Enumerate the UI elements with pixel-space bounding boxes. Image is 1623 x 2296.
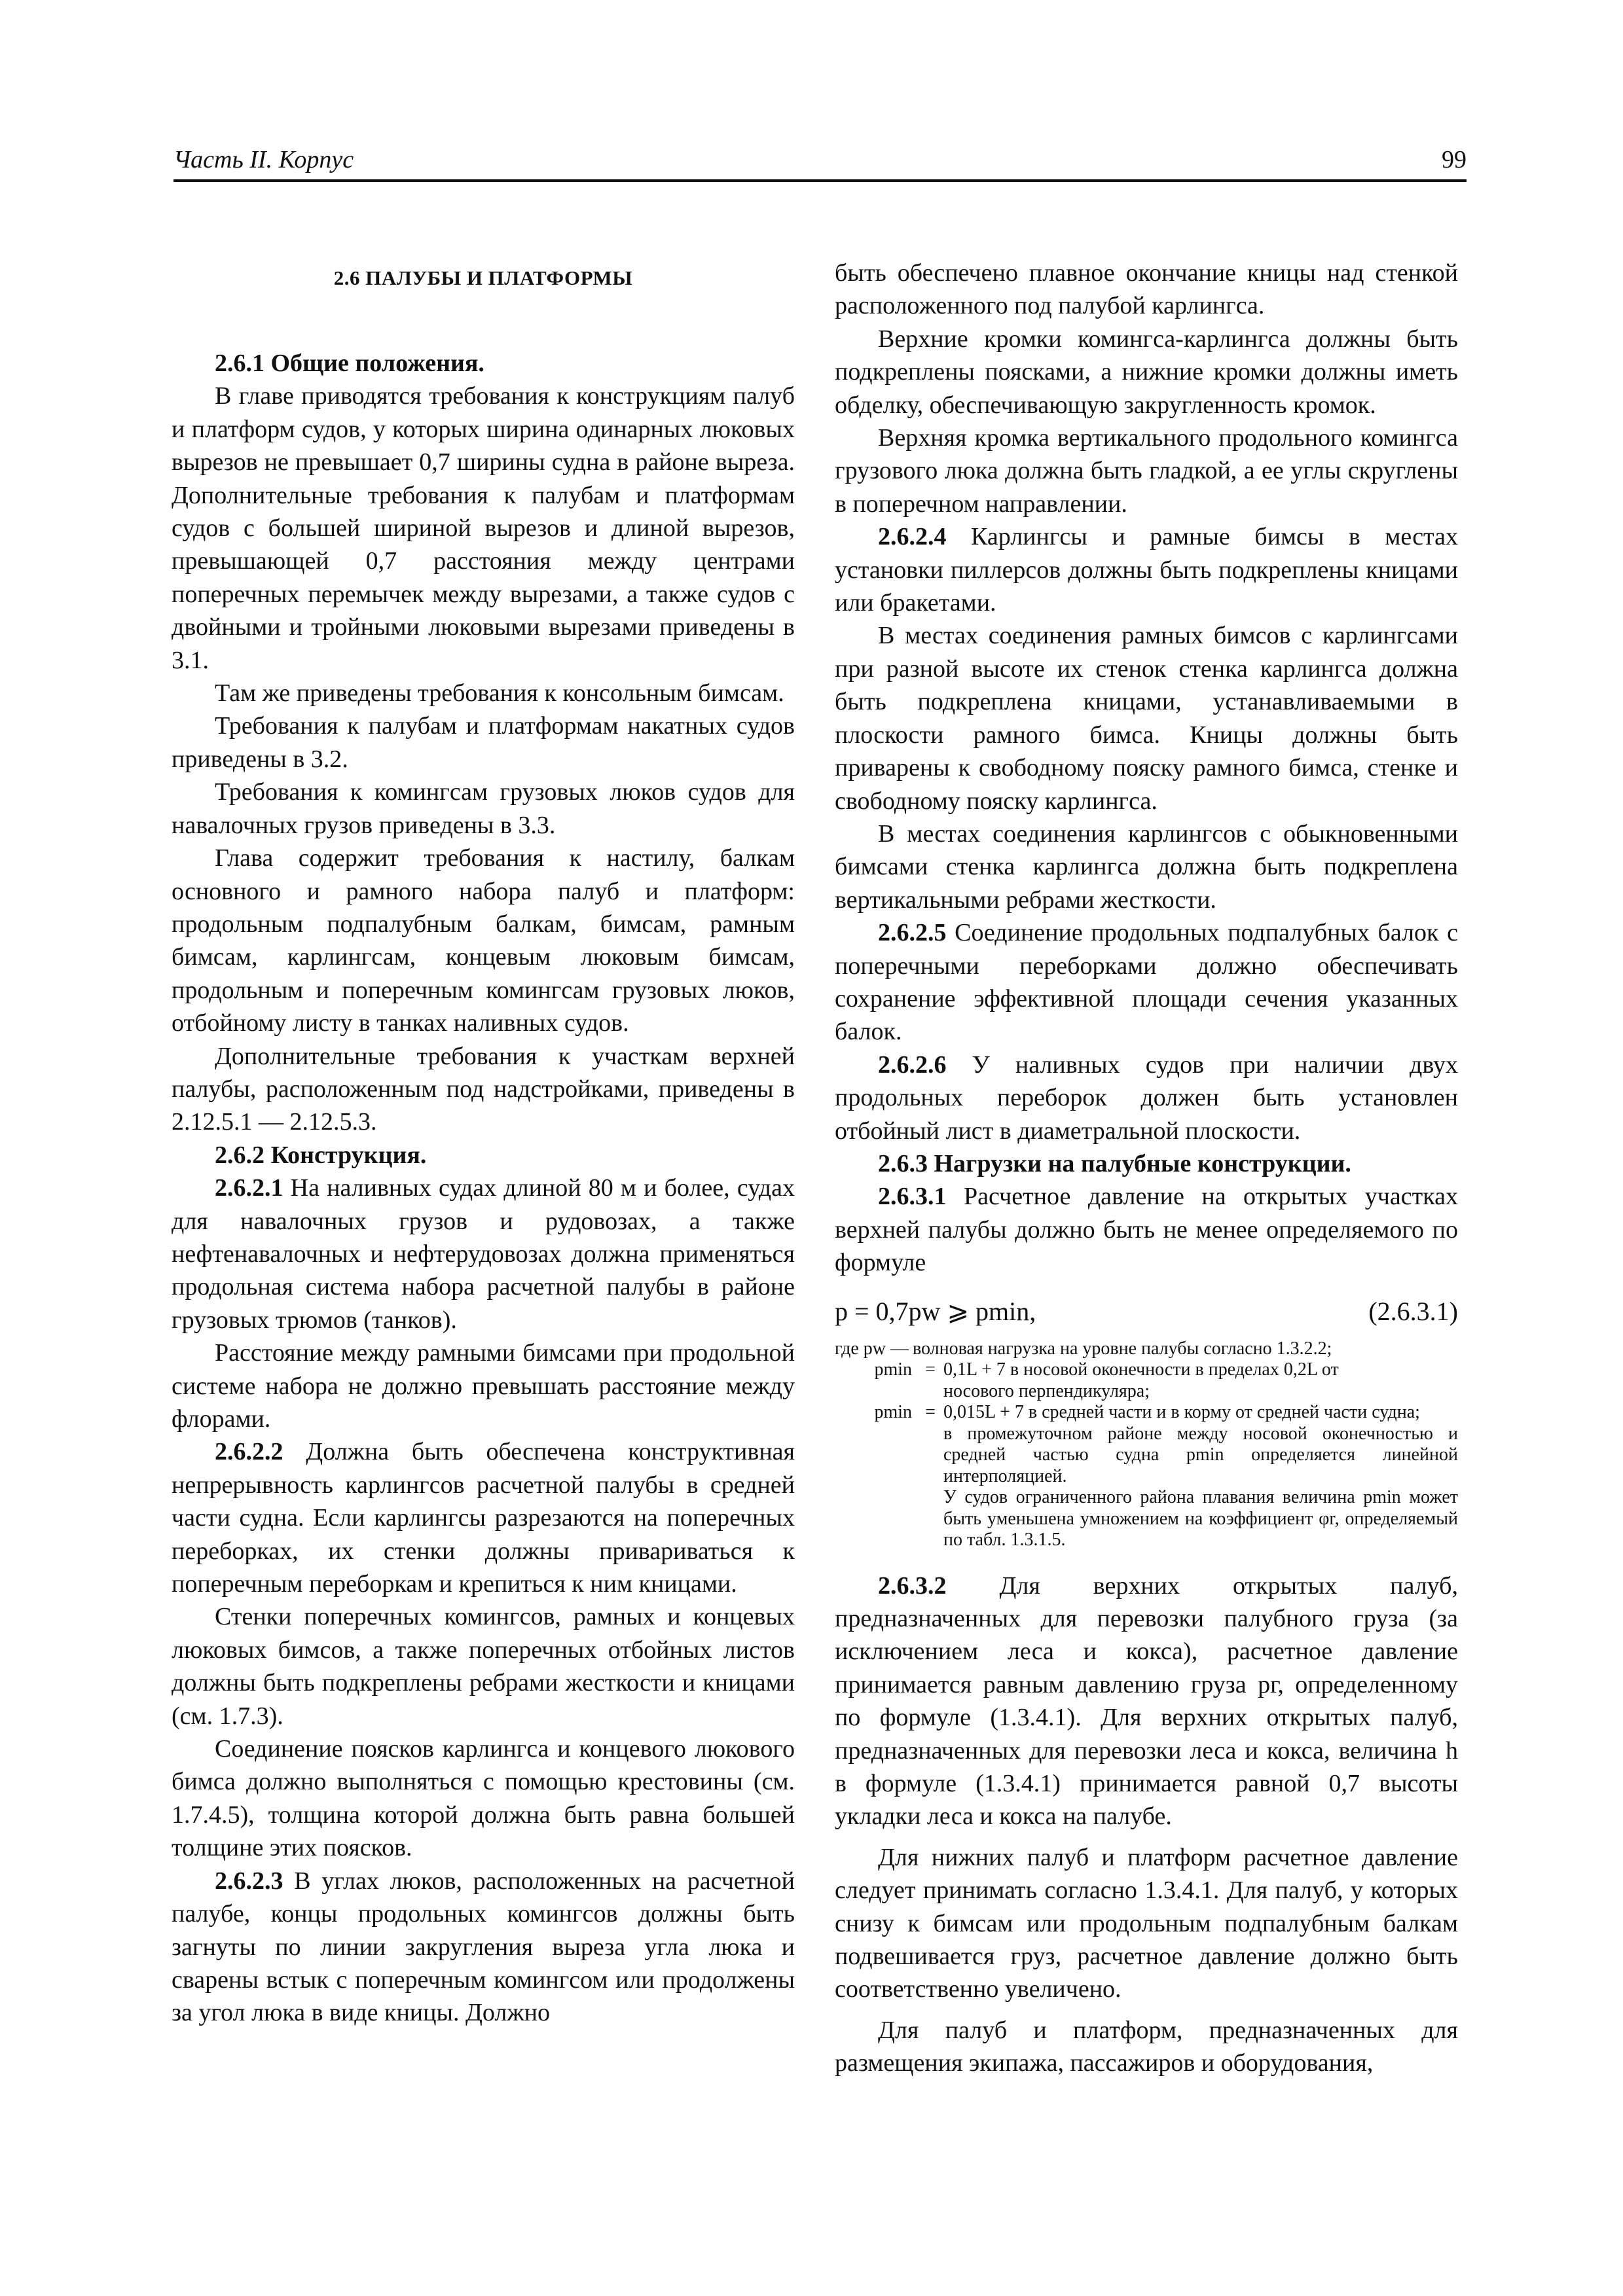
- paragraph: В главе приводятся требования к конструкциям палуб и платформ судов, у которых ширина одинарных люковых вырезов не превышает 0,7 ширины судна в районе выреза. Дополнительные требования к палубам и платформам судов с большей шириной вырезов и длиной вырезов, превышающей 0,7 расстояния между центрами поперечных перемычек между вырезами, а также судов с двойными и тройными люковыми вырезами приведены в 3.1.: [172, 382, 795, 674]
- paragraph-2-6-3-2: [835, 1570, 1458, 1833]
- clause-number: 2.6.2.5: [878, 919, 947, 947]
- spacer: [835, 1833, 1458, 1841]
- definition-symbol: где pw —: [835, 1338, 909, 1359]
- paragraph: Требования к палубам и платформам накатных судов приведены в 3.2.: [172, 712, 795, 773]
- page-header: [173, 145, 1467, 182]
- paragraph-2-6-3-1: [835, 1180, 1458, 1279]
- definition-text: волновая нагрузка на уровне палубы согласно 1.3.2.2;: [912, 1338, 1332, 1359]
- definition-pmin-mid: [835, 1402, 1458, 1424]
- paragraph-2-6-2-1: [172, 1172, 795, 1336]
- clause-number: 2.6.3.2: [878, 1571, 947, 1600]
- paragraph-2-6-2-4: [835, 520, 1458, 619]
- paragraph: Там же приведены требования к консольным бимсам.: [215, 679, 784, 708]
- running-head: Часть II. Корпус: [173, 146, 354, 173]
- formula-2-6-3-1: [835, 1286, 1458, 1335]
- definition-symbol: pmin: [874, 1359, 912, 1380]
- clause-number: 2.6.2.2: [215, 1438, 283, 1466]
- definition-continuation: в промежуточном районе между носовой оконечностью и средней частью судна pmin определяется линейной интерполяцией.: [943, 1423, 1458, 1486]
- section-title: 2.6 ПАЛУБЫ И ПЛАТФОРМЫ: [333, 266, 633, 289]
- clause-text: Для верхних открытых палуб, предназначенных для перевозки палубного груза (за исключением леса и кокса), расчетное давление принимается равным давлению груза pг, определенному по формуле (1.3.4.1). Для верхних открытых палуб, предназначенных для перевозки леса и кокса, величина h в формуле (1.3.4.1) принимается равной 0,7 высоты укладки леса и кокса на палубе.: [835, 1571, 1458, 1831]
- definition-text: 0,1L + 7 в носовой оконечности в пределах 0,2L от: [943, 1359, 1339, 1380]
- definition-equals: =: [925, 1402, 936, 1423]
- clause-number: 2.6.2.4: [878, 523, 947, 551]
- definition-symbol: pmin: [874, 1402, 912, 1423]
- clause-number: 2.6.2.3: [215, 1867, 283, 1895]
- paragraph: Глава содержит требования к настилу, балкам основного и рамного набора палуб и платформ: продольным подпалубным балкам, бимсам, рамным бимсам, карлингсам, концевым люковым бимсам, продольным и поперечным комингсам грузовых люков, отбойному листу в танках наливных судов.: [172, 844, 795, 1037]
- clause-number: 2.6.2.6: [878, 1050, 947, 1079]
- subsection-heading-2-6-1: 2.6.1 Общие положения.: [215, 350, 484, 377]
- paragraph: Стенки поперечных комингсов, рамных и концевых люковых бимсов, а также поперечных отбойных листов должны быть подкреплены ребрами жесткости и кницами (см. 1.7.3).: [172, 1603, 795, 1730]
- definition-text: 0,015L + 7 в средней части и в корму от средней части судна;: [943, 1402, 1420, 1423]
- formula-expression: p = 0,7pw ⩾ pmin,: [835, 1296, 1036, 1326]
- paragraph: В местах соединения карлингсов с обыкновенными бимсами стенка карлингса должна быть подкреплена вертикальными ребрами жесткости.: [835, 819, 1458, 914]
- paragraph-2-6-2-2: [172, 1435, 795, 1600]
- paragraph: Для палуб и платформ, предназначенных для размещения экипажа, пассажиров и оборудования,: [835, 2016, 1458, 2077]
- formula-definitions: [835, 1338, 1458, 1551]
- page-number: 99: [1442, 146, 1467, 173]
- right-column: [835, 257, 1458, 2080]
- definition-continuation: носового перпендикуляра;: [943, 1380, 1150, 1401]
- definition-pmin-bow: [835, 1359, 1458, 1381]
- spacer: [835, 2006, 1458, 2014]
- paragraph: Верхние кромки комингса-карлингса должны быть подкреплены поясками, а нижние кромки должны иметь обделку, обеспечивающую закругленность кромок.: [835, 325, 1458, 419]
- subsection-heading-2-6-2: 2.6.2 Конструкция.: [215, 1141, 427, 1169]
- definition-equals: =: [925, 1359, 936, 1380]
- paragraph-2-6-2-3: [172, 1865, 795, 2030]
- clause-text: Карлингсы и рамные бимсы в местах установки пиллерсов должны быть подкреплены кницами или бракетами.: [835, 523, 1458, 617]
- paragraph-continued: быть обеспечено плавное окончание кницы над стенкой расположенного под палубой карлингса.: [835, 259, 1458, 320]
- definition-pw: [835, 1338, 1458, 1360]
- paragraph-2-6-2-6: [835, 1049, 1458, 1147]
- formula-number: (2.6.3.1): [1368, 1296, 1458, 1326]
- clause-text: Соединение продольных подпалубных балок с поперечными переборками должно обеспечивать сохранение эффективной площади сечения указанных балок.: [835, 919, 1458, 1046]
- paragraph: Расстояние между рамными бимсами при продольной системе набора не должно превышать расстояние между флорами.: [172, 1339, 795, 1433]
- paragraph: Требования к комингсам грузовых люков судов для навалочных грузов приведены в 3.3.: [172, 778, 795, 839]
- left-column: [172, 257, 795, 2030]
- paragraph: Верхняя кромка вертикального продольного комингса грузового люка должна быть гладкой, а ее углы скруглены в поперечном направлении.: [835, 424, 1458, 518]
- clause-text: Должна быть обеспечена конструктивная непрерывность карлингсов расчетной палубы в средней части судна. Если карлингсы разрезаются на поперечных переборках, их стенки должны привариваться к поперечным переборкам и крепиться к ним кницами.: [172, 1438, 795, 1598]
- clause-number: 2.6.3.1: [878, 1183, 947, 1211]
- clause-text: На наливных судах длиной 80 м и более, судах для навалочных грузов и рудовозах, а также нефтенавалочных и нефтерудовозах должна применяться продольная система набора расчетной палубы в районе грузовых трюмов (танков).: [172, 1174, 795, 1334]
- paragraph: Дополнительные требования к участкам верхней палубы, расположенным под надстройками, приведены в 2.12.5.1 — 2.12.5.3.: [172, 1042, 795, 1136]
- definition-note: У судов ограниченного района плавания величина pmin может быть уменьшена умножением на коэффициент φr, определяемый по табл. 1.3.1.5.: [943, 1487, 1458, 1551]
- clause-number: 2.6.2.1: [215, 1174, 283, 1202]
- paragraph: Для нижних палуб и платформ расчетное давление следует принимать согласно 1.3.4.1. Для палуб, у которых снизу к бимсам или продольным подпалубным балкам подвешивается груз, расчетное давление должно быть соответственно увеличено.: [835, 1843, 1458, 2003]
- clause-text: У наливных судов при наличии двух продольных переборок должен быть установлен отбойный лист в диаметральной плоскости.: [835, 1050, 1458, 1145]
- paragraph: В местах соединения рамных бимсов с карлингсами при разной высоте их стенок стенка карлингса должна быть подкреплена кницами, устанавливаемыми в плоскости рамного бимса. Кницы должны быть приварены к свободному пояску рамного бимса, стенке и свободному пояску карлингса.: [835, 622, 1458, 815]
- clause-text: В углах люков, расположенных на расчетной палубе, концы продольных комингсов должны быть загнуты по линии закругления выреза угла люка и сварены встык с поперечным комингсом или продолжены за угол люка в виде кницы. Должно: [172, 1867, 795, 2027]
- clause-text: Расчетное давление на открытых участках верхней палубы должно быть не менее определяемого по формуле: [835, 1183, 1458, 1277]
- paragraph: Соединение поясков карлингса и концевого люкового бимса должно выполняться с помощью крестовины (см. 1.7.4.5), толщина которой должна быть равна большей толщине этих поясков.: [172, 1735, 795, 1862]
- subsection-heading-2-6-3: 2.6.3 Нагрузки на палубные конструкции.: [878, 1149, 1351, 1177]
- paragraph-2-6-2-5: [835, 916, 1458, 1049]
